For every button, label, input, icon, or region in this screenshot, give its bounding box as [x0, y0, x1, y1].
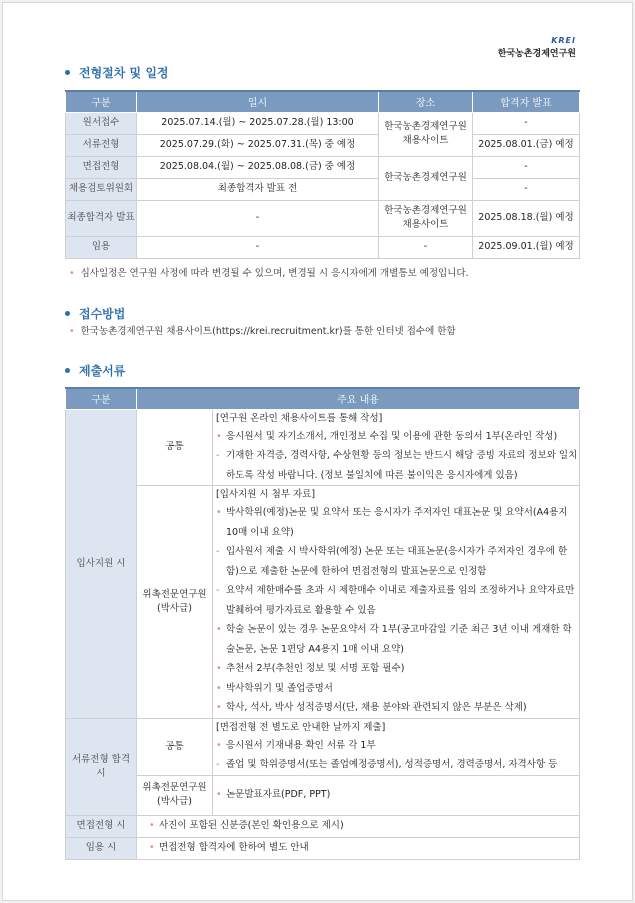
result-cell: -: [473, 178, 580, 200]
list-item: - 요약서 제한매수를 초과 시 제한매수 이내로 제출자료를 임의 조정하거나 요약자료만 발췌하여 평가자료로 활용할 수 있음: [216, 585, 575, 616]
schedule-table-wrap: [65, 90, 580, 259]
content-cell: [213, 486, 580, 719]
bullet-icon: •: [69, 268, 75, 279]
documents-title: 제출서류: [65, 362, 125, 378]
result-cell: -: [473, 156, 580, 178]
result-cell: 2025.09.01.(월) 예정: [473, 236, 580, 258]
content-cell: [213, 775, 580, 815]
list-item: • 학사, 석사, 박사 성적증명서(단, 채용 분야와 관련되지 않은 부분은 삭제): [216, 702, 527, 713]
bullet-dot-icon: [65, 311, 70, 316]
documents-section: [65, 362, 125, 378]
list-item: • 면접전형 합격자에 한하여 별도 안내: [149, 842, 309, 854]
list-item: • 사진이 포함된 신분증(본인 확인용으로 제시): [149, 820, 344, 832]
schedule-table: [65, 90, 580, 259]
list-item: • 학술 논문이 있는 경우 논문요약서 각 1부(공고마감일 기준 최근 3년 이내 게재한 학술논문, 논문 1편당 A4용지 1매 이내 요약): [216, 624, 572, 655]
content-heading: [연구원 온라인 채용사이트를 통해 작성]: [216, 412, 383, 424]
place-cell: 한국농촌경제연구원 채용사이트: [379, 200, 473, 236]
col-header: 장소: [379, 91, 473, 112]
category-cell: 임용 시: [66, 837, 137, 859]
list-item: - 졸업 및 학위증명서(또는 졸업예정증명서), 성적증명서, 경력증명서, 자격사항 등: [216, 759, 558, 770]
col-header: 주요 내용: [137, 388, 580, 409]
date-cell: -: [137, 200, 379, 236]
schedule-note: • 심사일정은 연구원 사정에 따라 변경될 수 있으며, 변경될 시 응시자에게 개별통보 예정입니다.: [69, 268, 469, 279]
method-title: 접수방법: [65, 305, 125, 321]
stage-cell: 채용검토위원회: [66, 178, 137, 200]
logo-mark: KREI: [551, 36, 576, 45]
category-cell: 서류전형 합격 시: [66, 718, 137, 815]
list-item: • 추천서 2부(추천인 정보 및 서명 포함 필수): [216, 663, 405, 674]
sub-category-cell: 공통: [137, 409, 213, 486]
date-cell: 2025.07.29.(화) ~ 2025.07.31.(목) 중 예정: [137, 134, 379, 156]
date-cell: 2025.07.14.(월) ~ 2025.07.28.(월) 13:00: [137, 112, 379, 134]
col-header: 합격자 발표: [473, 91, 580, 112]
category-cell: 입사지원 시: [66, 409, 137, 718]
content-cell: [213, 409, 580, 486]
place-cell: 한국농촌경제연구원 채용사이트: [379, 112, 473, 156]
bullet-dot-icon: [65, 368, 70, 373]
bullet-dot-icon: [65, 70, 70, 75]
result-cell: 2025.08.18.(월) 예정: [473, 200, 580, 236]
list-item: - 입사원서 제출 시 박사학위(예정) 논문 또는 대표논문(응시자가 주저자인 경우에 한함)으로 제출한 논문에 한하여 면접전형의 발표논문으로 인정함: [216, 546, 568, 577]
list-item: - 기재한 자격증, 경력사항, 수상현황 등의 정보는 반드시 해당 증빙 자료의 정보와 일치하도록 작성 바랍니다. (정보 불일치에 따른 불이익은 응시자에게 있음): [216, 450, 578, 481]
stage-cell: 최종합격자 발표: [66, 200, 137, 236]
schedule-section: [65, 64, 169, 80]
sub-category-cell: 위촉전문연구원 (박사급): [137, 775, 213, 815]
stage-cell: 면접전형: [66, 156, 137, 178]
col-header: 구분: [66, 388, 137, 409]
date-cell: -: [137, 236, 379, 258]
place-cell: -: [379, 236, 473, 258]
krei-logo: [498, 36, 576, 59]
stage-cell: 임용: [66, 236, 137, 258]
list-item: • 응시원서 및 자기소개서, 개인정보 수집 및 이용에 관한 동의서 1부(온라인 작성): [216, 430, 558, 442]
content-heading: [입사지원 시 첨부 자료]: [216, 489, 316, 500]
method-section: [65, 305, 125, 321]
col-header: 일시: [137, 91, 379, 112]
date-cell: 2025.08.04.(월) ~ 2025.08.08.(금) 중 예정: [137, 156, 379, 178]
list-item: • 박사학위기 및 졸업증명서: [216, 682, 333, 694]
list-item: • 논문발표자료(PDF, PPT): [216, 789, 331, 801]
col-header: 구분: [66, 91, 137, 112]
method-text: • 한국농촌경제연구원 채용사이트(https://krei.recruitment.kr)를 통한 인터넷 접수에 한함: [69, 326, 456, 337]
list-item: • 박사학위(예정)논문 및 요약서 또는 응시자가 주저자인 대표논문 및 요약서(A4용지 10매 이내 요약): [216, 507, 568, 538]
documents-table: [65, 387, 580, 860]
result-cell: -: [473, 112, 580, 134]
list-item: • 응시원서 기재내용 확인 서류 각 1부: [216, 739, 376, 751]
stage-cell: 서류전형: [66, 134, 137, 156]
document-page: [2, 2, 633, 901]
stage-cell: 원서접수: [66, 112, 137, 134]
content-cell: [213, 718, 580, 775]
content-heading: [면접전형 전 별도로 안내한 날까지 제출]: [216, 721, 386, 733]
date-cell: 최종합격자 발표 전: [137, 178, 379, 200]
sub-category-cell: 위촉전문연구원 (박사급): [137, 486, 213, 719]
category-cell: 면접전형 시: [66, 815, 137, 837]
content-cell: [137, 837, 580, 859]
logo-name: 한국농촌경제연구원: [497, 49, 576, 59]
schedule-title: 전형절차 및 일정: [65, 64, 169, 80]
bullet-icon: •: [69, 326, 75, 337]
sub-category-cell: 공통: [137, 718, 213, 775]
documents-table-wrap: [65, 387, 580, 860]
result-cell: 2025.08.01.(금) 예정: [473, 134, 580, 156]
place-cell: 한국농촌경제연구원: [379, 156, 473, 200]
content-cell: [137, 815, 580, 837]
